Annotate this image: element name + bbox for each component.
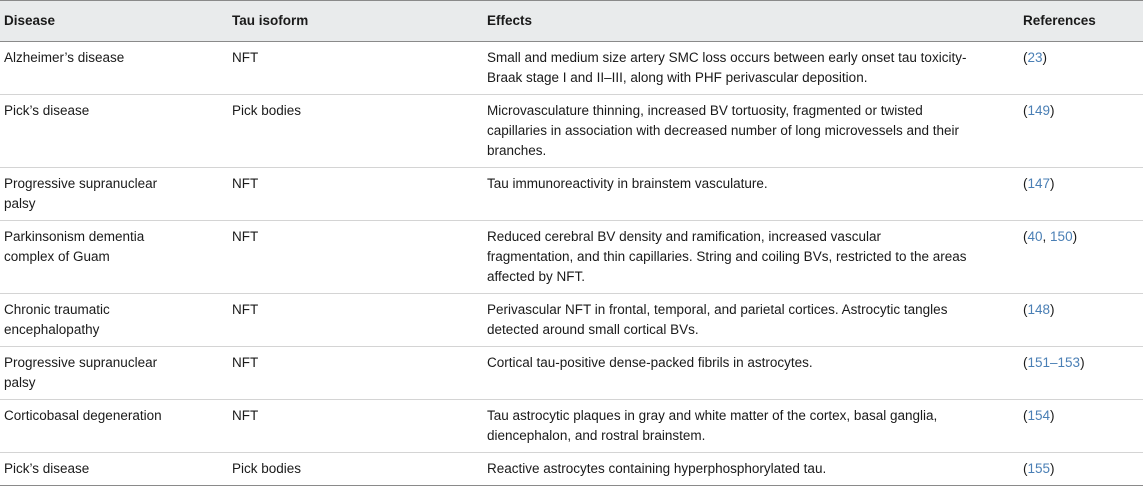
table-row: [0, 221, 1143, 294]
references-cell: (148): [1023, 294, 1143, 347]
disease-cell: Alzheimer’s disease: [0, 42, 228, 95]
table-row: [0, 168, 1143, 221]
effects-cell: Reactive astrocytes containing hyperphosphorylated tau.: [483, 453, 1023, 486]
table-header: [0, 1, 1143, 42]
table-row: [0, 95, 1143, 168]
citation-link[interactable]: 148: [1027, 302, 1051, 317]
tau-isoform-cell: Pick bodies: [228, 453, 483, 486]
tau-isoform-cell: NFT: [228, 294, 483, 347]
disease-cell: Parkinsonism dementia complex of Guam: [0, 221, 228, 294]
citation-link[interactable]: 151–153: [1027, 355, 1081, 370]
table-row: [0, 347, 1143, 400]
citation-link[interactable]: 155: [1027, 461, 1051, 476]
table-row: [0, 294, 1143, 347]
disease-cell: Corticobasal degeneration: [0, 400, 228, 453]
header-references: References: [1023, 1, 1143, 42]
references-cell: (151–153): [1023, 347, 1143, 400]
effects-cell: Tau immunoreactivity in brainstem vasculature.: [483, 168, 1023, 221]
disease-cell: Pick’s disease: [0, 453, 228, 486]
references-cell: (23): [1023, 42, 1143, 95]
table-body: [0, 42, 1143, 486]
disease-cell: Chronic traumatic encephalopathy: [0, 294, 228, 347]
table-row: [0, 453, 1143, 486]
disease-cell: Pick’s disease: [0, 95, 228, 168]
tau-isoform-cell: NFT: [228, 400, 483, 453]
table-row: [0, 400, 1143, 453]
citation-link[interactable]: 147: [1027, 176, 1051, 191]
header-tau-isoform: Tau isoform: [228, 1, 483, 42]
table-row: [0, 42, 1143, 95]
references-cell: (155): [1023, 453, 1143, 486]
tau-isoform-cell: NFT: [228, 347, 483, 400]
effects-cell: Microvasculature thinning, increased BV tortuosity, fragmented or twisted capillaries in association with decreased number of long microvessels and their branches.: [483, 95, 1023, 168]
effects-cell: Perivascular NFT in frontal, temporal, and parietal cortices. Astrocytic tangles detected around small cortical BVs.: [483, 294, 1023, 347]
header-disease: Disease: [0, 1, 228, 42]
references-cell: (154): [1023, 400, 1143, 453]
disease-cell: Progressive supranuclear palsy: [0, 168, 228, 221]
effects-cell: Cortical tau-positive dense-packed fibrils in astrocytes.: [483, 347, 1023, 400]
references-cell: (40, 150): [1023, 221, 1143, 294]
tau-isoform-cell: Pick bodies: [228, 95, 483, 168]
citation-link[interactable]: 150: [1050, 229, 1073, 244]
citation-link[interactable]: 149: [1027, 103, 1051, 118]
references-cell: (147): [1023, 168, 1143, 221]
effects-cell: Tau astrocytic plaques in gray and white matter of the cortex, basal ganglia, diencephalon, and rostral brainstem.: [483, 400, 1023, 453]
citation-link[interactable]: 23: [1027, 50, 1043, 65]
tau-isoform-cell: NFT: [228, 168, 483, 221]
citation-link[interactable]: 154: [1027, 408, 1051, 423]
tau-isoform-cell: NFT: [228, 42, 483, 95]
effects-cell: Small and medium size artery SMC loss occurs between early onset tau toxicity-Braak stage I and II–III, along with PHF perivascular deposition.: [483, 42, 1023, 95]
disease-cell: Progressive supranuclear palsy: [0, 347, 228, 400]
citation-link[interactable]: 40: [1027, 229, 1043, 244]
tau-isoform-cell: NFT: [228, 221, 483, 294]
header-effects: Effects: [483, 1, 1023, 42]
references-cell: (149): [1023, 95, 1143, 168]
effects-cell: Reduced cerebral BV density and ramification, increased vascular fragmentation, and thin capillaries. String and coiling BVs, restricted to the areas affected by NFT.: [483, 221, 1023, 294]
